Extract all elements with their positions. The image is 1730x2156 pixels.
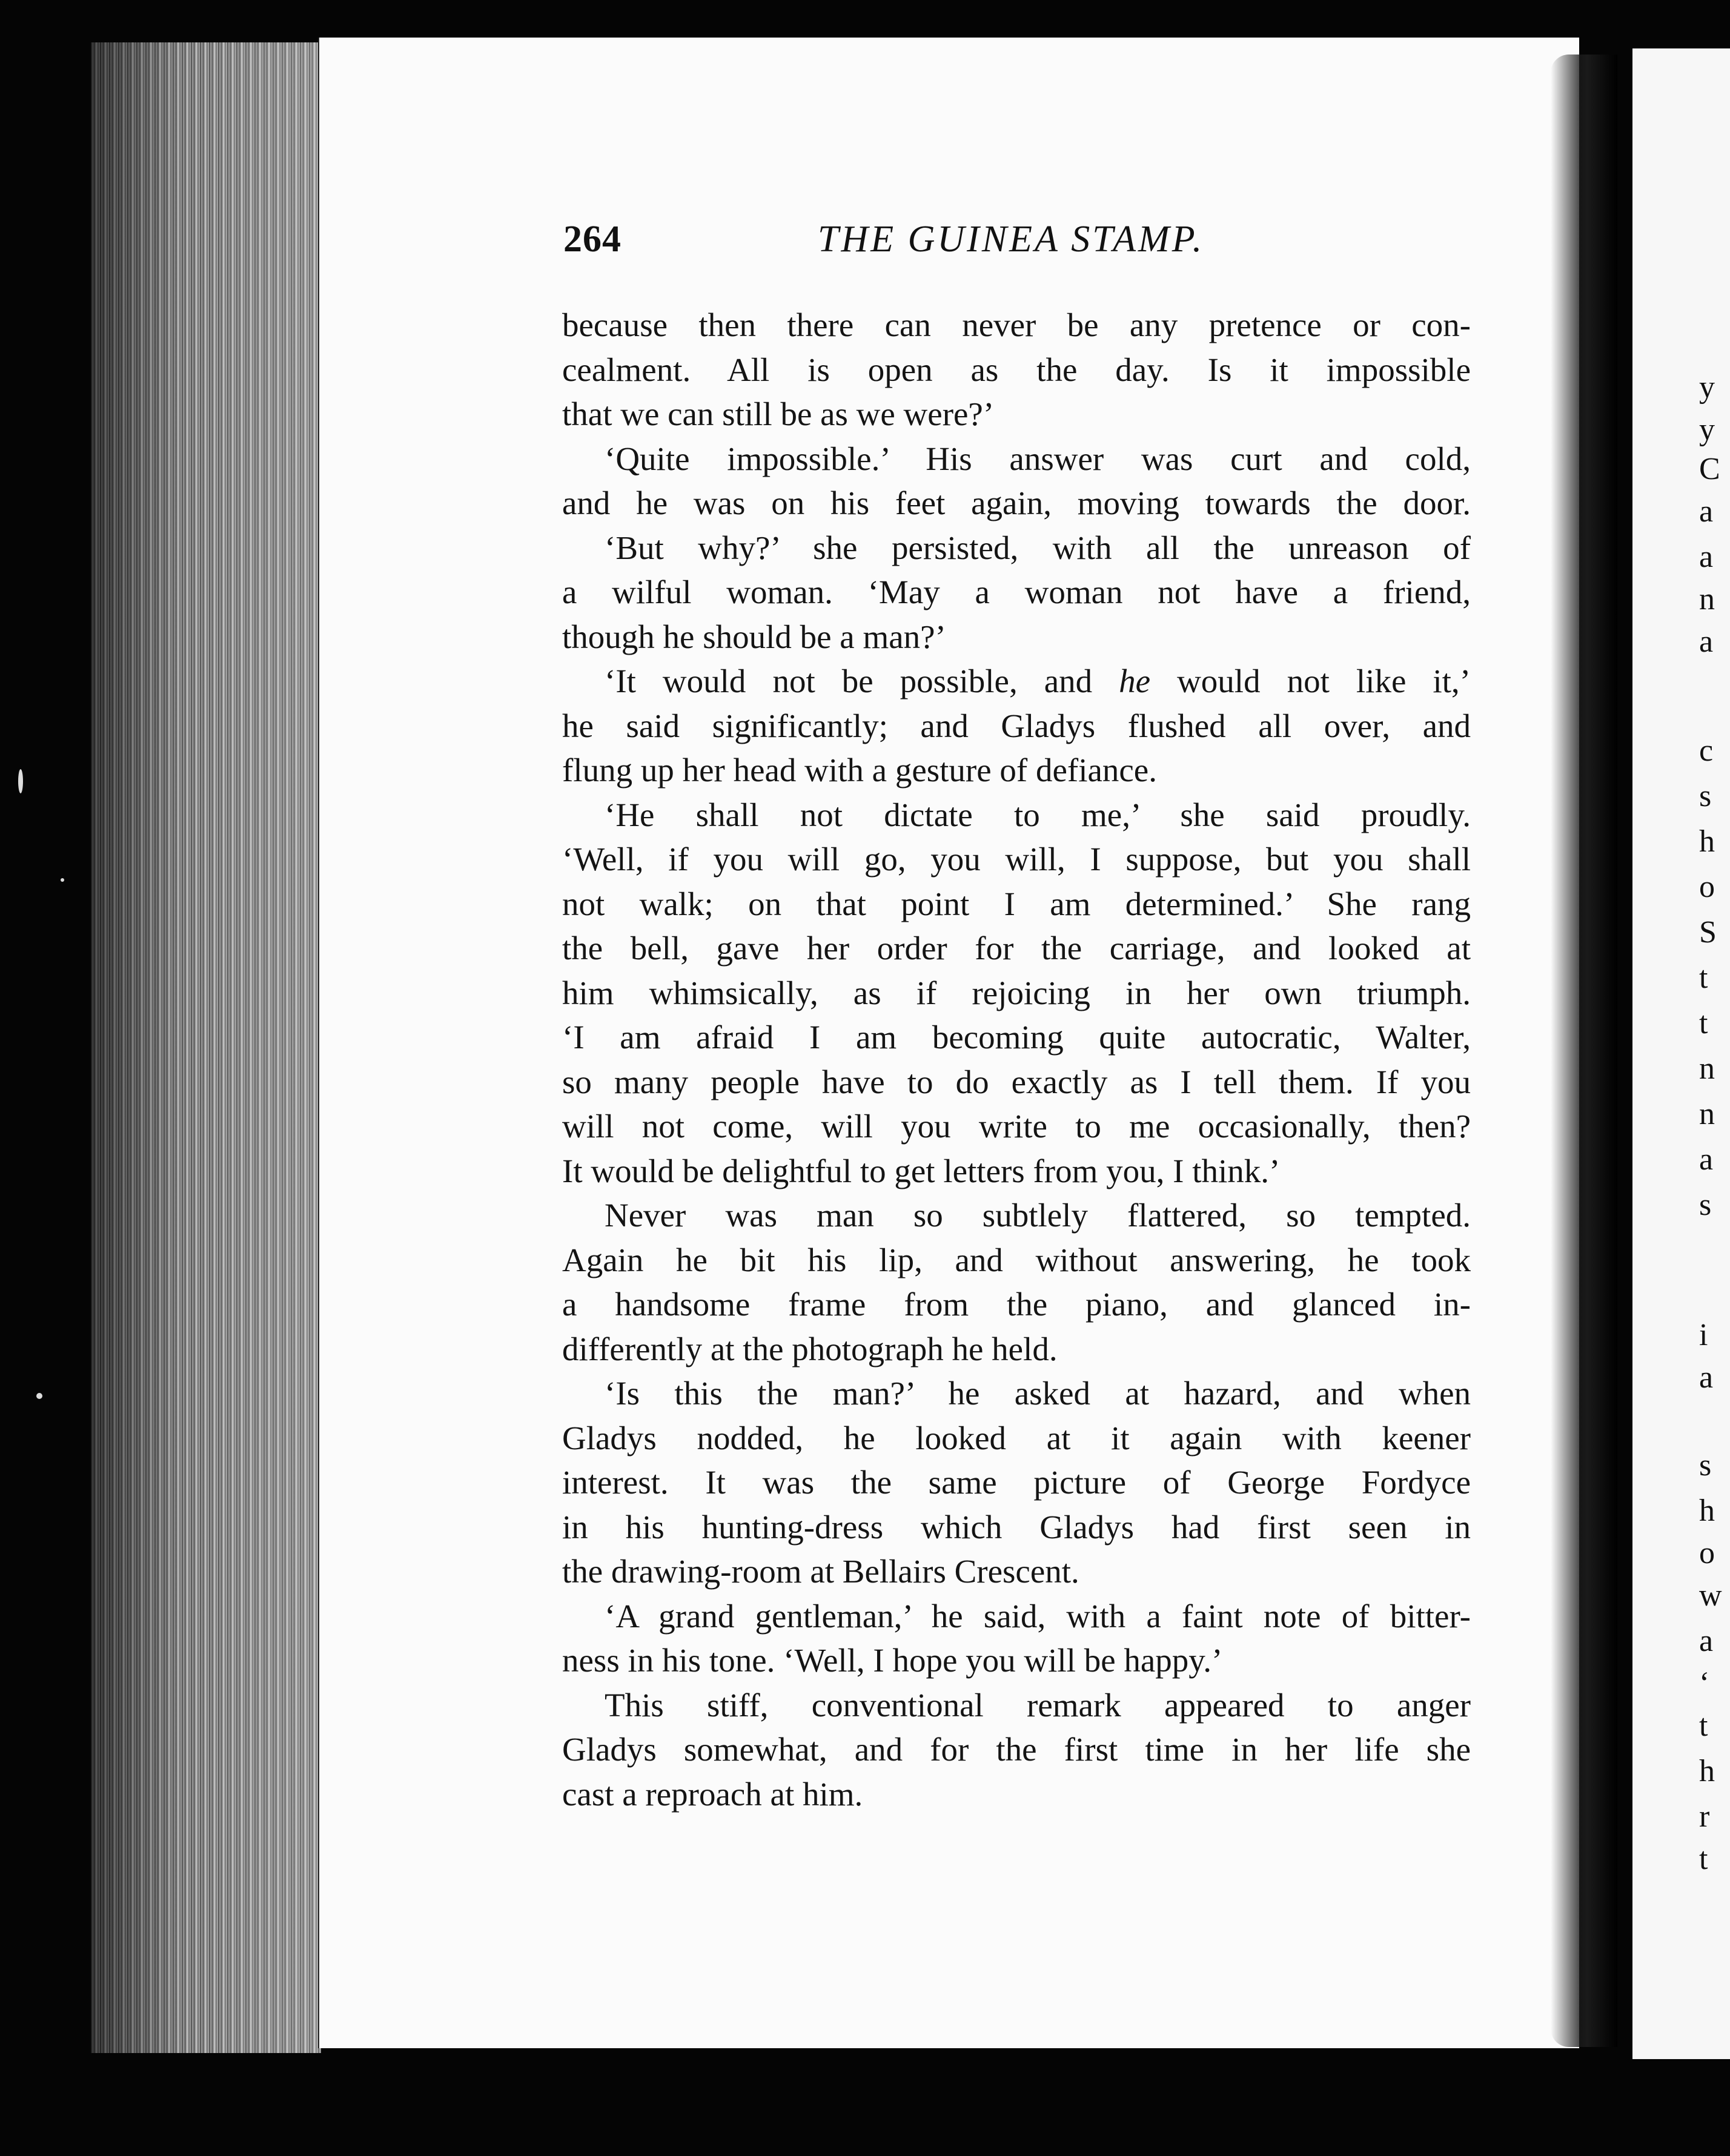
facing-page-fragment: a <box>1699 1360 1714 1395</box>
text-line: the drawing-room at Bellairs Crescent. <box>562 1553 1079 1590</box>
facing-page-fragment: o <box>1699 1536 1715 1570</box>
text-line: differently at the photograph he held. <box>562 1330 1058 1367</box>
text-line: ‘Is this the man?’ he asked at hazard, and when <box>605 1375 1471 1412</box>
facing-page-fragment: w <box>1699 1578 1722 1613</box>
facing-page-edge <box>1632 48 1730 2059</box>
text-line: ‘But why?’ she persisted, with all the unreason of <box>605 529 1471 566</box>
text-line: cealment. All is open as the day. Is it impossible <box>562 351 1471 388</box>
text-line: ‘He shall not dictate to me,’ she said proudly. <box>605 796 1471 833</box>
facing-page-fragment: s <box>1699 779 1712 813</box>
facing-page-fragment: o <box>1699 870 1715 904</box>
text-line: so many people have to do exactly as I tell them. If you <box>562 1063 1471 1100</box>
text-line: ‘Quite impossible.’ His answer was curt and cold, <box>605 440 1471 477</box>
text-line: will not come, will you write to me occasionally, then? <box>562 1108 1471 1145</box>
text-line: Gladys somewhat, and for the first time in her life she <box>562 1731 1471 1768</box>
text-segment: would not like it,’ <box>1177 663 1471 699</box>
text-line: that we can still be as we were?’ <box>562 395 995 432</box>
text-line: Never was man so subtlely flattered, so tempted. <box>605 1197 1471 1234</box>
text-line: It would be delightful to get letters from you, I think.’ <box>562 1152 1281 1189</box>
facing-page-fragment: ‘ <box>1699 1666 1710 1701</box>
facing-page-fragment: s <box>1699 1448 1712 1483</box>
facing-page-fragment: s <box>1699 1188 1712 1222</box>
facing-page-fragment: r <box>1699 1799 1710 1834</box>
text-line: This stiff, conventional remark appeared to anger <box>605 1686 1471 1724</box>
facing-page-fragment: n <box>1699 582 1715 617</box>
text-line: and he was on his feet again, moving towards the door. <box>562 484 1471 521</box>
book-gutter-shadow <box>1551 55 1617 2047</box>
text-line-with-italic <box>562 659 1471 704</box>
italic-word: he <box>1119 663 1151 699</box>
page-number: 264 <box>563 219 621 260</box>
text-line: ‘I am afraid I am becoming quite autocratic, Walter, <box>562 1019 1471 1056</box>
scan-speck <box>36 1393 42 1399</box>
facing-page-fragment: C <box>1699 452 1720 486</box>
facing-page-fragment: a <box>1699 1624 1714 1658</box>
text-line: a handsome frame from the piano, and glanced in- <box>562 1286 1471 1323</box>
facing-page-fragment: y <box>1699 412 1715 447</box>
facing-page-fragment: S <box>1699 915 1717 950</box>
text-line: in his hunting-dress which Gladys had first seen in <box>562 1508 1471 1546</box>
facing-page-fragment: h <box>1699 1754 1715 1788</box>
text-line: the bell, gave her order for the carriage, and looked at <box>562 930 1471 967</box>
text-line: flung up her head with a gesture of defiance. <box>562 752 1157 789</box>
facing-page-fragment: i <box>1699 1318 1708 1352</box>
scan-speck <box>18 769 23 793</box>
facing-page-fragment: a <box>1699 1142 1714 1177</box>
text-line: ‘A grand gentleman,’ he said, with a faint note of bitter- <box>605 1597 1471 1635</box>
facing-page-fragment: a <box>1699 540 1714 574</box>
scan-speck <box>61 878 64 882</box>
facing-page-fragment: h <box>1699 1493 1715 1528</box>
facing-page-fragment: n <box>1699 1097 1715 1131</box>
facing-page-fragment: c <box>1699 733 1714 768</box>
facing-page-fragment: t <box>1699 1708 1708 1743</box>
facing-page-fragment: a <box>1699 624 1714 659</box>
text-line: interest. It was the same picture of George Fordyce <box>562 1464 1471 1501</box>
text-line: because then there can never be any pretence or con- <box>562 306 1471 343</box>
text-line: Gladys nodded, he looked at it again with keener <box>562 1419 1471 1457</box>
facing-page-fragment: t <box>1699 961 1708 995</box>
text-line: a wilful woman. ‘May a woman not have a friend, <box>562 574 1471 610</box>
text-line: Again he bit his lip, and without answering, he took <box>562 1241 1471 1278</box>
running-title: THE GUINEA STAMP. <box>818 219 1205 260</box>
body-text <box>562 303 1471 1816</box>
text-line: he said significantly; and Gladys flushed all over, and <box>562 707 1471 744</box>
text-line: ness in his tone. ‘Well, I hope you will be happy.’ <box>562 1642 1223 1679</box>
text-line: ‘Well, if you will go, you will, I suppose, but you shall <box>562 841 1471 878</box>
text-line: him whimsically, as if rejoicing in her own triumph. <box>562 974 1471 1011</box>
running-head <box>563 218 1472 266</box>
text-segment: ‘It would not be possible, and <box>605 663 1093 699</box>
facing-page-fragment: y <box>1699 370 1715 405</box>
facing-page-fragment: n <box>1699 1051 1715 1086</box>
facing-page-fragment: t <box>1699 1842 1708 1876</box>
facing-page-fragment: a <box>1699 494 1714 529</box>
text-line: not walk; on that point I am determined.’ She rang <box>562 885 1471 922</box>
facing-page-fragment: h <box>1699 824 1715 859</box>
book-fore-edge <box>91 42 321 2053</box>
facing-page-fragment: t <box>1699 1006 1708 1040</box>
text-line: though he should be a man?’ <box>562 618 946 655</box>
text-line: cast a reproach at him. <box>562 1775 863 1813</box>
